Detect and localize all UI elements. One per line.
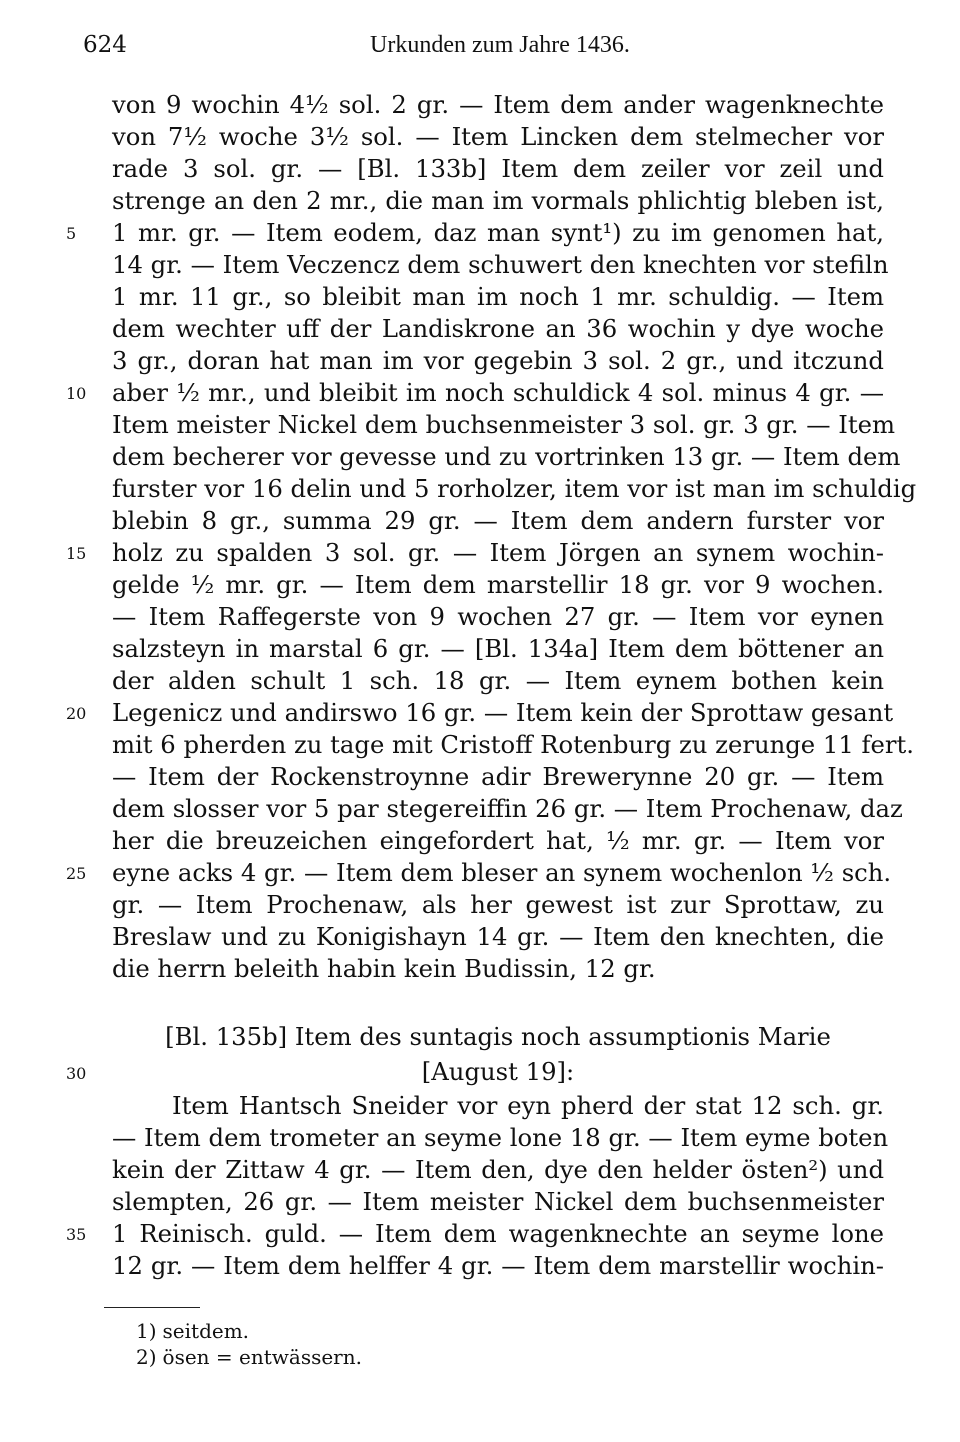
text-line: 12 gr. — Item dem helffer 4 gr. — Item dem marstellir wochin- [112, 1251, 884, 1280]
text-line: von 7½ woche 3½ sol. — Item Lincken dem stelmecher vor [112, 122, 884, 151]
page-number: 624 [83, 32, 127, 58]
line-number: 30 [66, 1064, 87, 1083]
line-number: 20 [66, 704, 87, 723]
text-line: rade 3 sol. gr. — [Bl. 133b] Item dem zeiler vor zeil und [112, 154, 884, 183]
text-line: mit 6 pherden zu tage mit Cristoff Rotenburg zu zerunge 11 fert. [112, 730, 915, 759]
line-number: 10 [66, 384, 87, 403]
text-line: 1 mr. gr. — Item eodem, daz man synt¹) zu im genomen hat, [112, 218, 884, 247]
footnote-text: ösen = entwässern. [162, 1345, 362, 1369]
section-heading-date: [August 19]: [421, 1057, 575, 1086]
footnote [136, 1344, 362, 1370]
text-line: — Item der Rockenstroynne adir Brewerynne 20 gr. — Item [112, 762, 884, 791]
text-line: dem becherer vor gevesse und zu vortrinken 13 gr. — Item dem [112, 442, 901, 471]
text-line: dem wechter uff der Landiskrone an 36 wochin y dye woche [112, 314, 884, 343]
text-line: kein der Zittaw 4 gr. — Item den, dye den helder östen²) und [112, 1155, 884, 1184]
text-line: furster vor 16 delin und 5 rorholzer, item vor ist man im schuldig [112, 474, 917, 503]
line-number: 35 [66, 1225, 87, 1244]
text-line: 3 gr., doran hat man im vor gegebin 3 sol. 2 gr., und itczund [112, 346, 884, 375]
text-line: Item Hantsch Sneider vor eyn pherd der stat 12 sch. gr. [172, 1091, 884, 1120]
text-line: holz zu spalden 3 sol. gr. — Item Jörgen an synem wochin- [112, 538, 884, 567]
text-line: dem slosser vor 5 par stegereiffin 26 gr. — Item Prochenaw, daz [112, 794, 903, 823]
line-number: 5 [66, 224, 77, 243]
text-line: Item meister Nickel dem buchsenmeister 3 sol. gr. 3 gr. — Item [112, 410, 896, 439]
text-line: gr. — Item Prochenaw, als her gewest ist zur Sprottaw, zu [112, 890, 884, 919]
text-line: — Item Raffegerste von 9 wochen 27 gr. — Item vor eynen [112, 602, 884, 631]
text-line: 1 mr. 11 gr., so bleibit man im noch 1 mr. schuldig. — Item [112, 282, 884, 311]
footnote-mark: 2) [136, 1345, 157, 1369]
footnote-mark: 1) [136, 1319, 157, 1343]
text-line: — Item dem trometer an seyme lone 18 gr. — Item eyme boten [112, 1123, 889, 1152]
text-line: blebin 8 gr., summa 29 gr. — Item dem andern furster vor [112, 506, 884, 535]
text-line: von 9 wochin 4½ sol. 2 gr. — Item dem ander wagenknechte [112, 90, 884, 119]
footnote-rule [104, 1307, 200, 1308]
text-line: her die breuzeichen eingefordert hat, ½ mr. gr. — Item vor [112, 826, 884, 855]
text-line: eyne acks 4 gr. — Item dem bleser an synem wochenlon ½ sch. [112, 858, 892, 887]
text-line: gelde ½ mr. gr. — Item dem marstellir 18 gr. vor 9 wochen. [112, 570, 884, 599]
text-line: der alden schult 1 sch. 18 gr. — Item eynem bothen kein [112, 666, 884, 695]
text-line: 14 gr. — Item Veczencz dem schuwert den knechten vor stefiln [112, 250, 889, 279]
running-title: Urkunden zum Jahre 1436. [370, 32, 630, 58]
line-number: 15 [66, 544, 87, 563]
text-line: Breslaw und zu Konigishayn 14 gr. — Item den knechten, die [112, 922, 884, 951]
footnote-text: seitdem. [162, 1319, 250, 1343]
text-line: die herrn beleith habin kein Budissin, 12 gr. [112, 954, 656, 983]
section-heading-line: [Bl. 135b] Item des suntagis noch assumptionis Marie [165, 1022, 831, 1051]
text-line: strenge an den 2 mr., die man im vormals phlichtig bleben ist, [112, 186, 884, 215]
text-line: 1 Reinisch. guld. — Item dem wagenknechte an seyme lone [112, 1219, 884, 1248]
footnote [136, 1318, 249, 1344]
line-number: 25 [66, 864, 87, 883]
text-line: slempten, 26 gr. — Item meister Nickel dem buchsenmeister [112, 1187, 884, 1216]
text-line: salzsteyn in marstal 6 gr. — [Bl. 134a] Item dem böttener an [112, 634, 884, 663]
text-line: Legenicz und andirswo 16 gr. — Item kein der Sprottaw gesant [112, 698, 894, 727]
text-line: aber ½ mr., und bleibit im noch schuldick 4 sol. minus 4 gr. — [112, 378, 884, 407]
